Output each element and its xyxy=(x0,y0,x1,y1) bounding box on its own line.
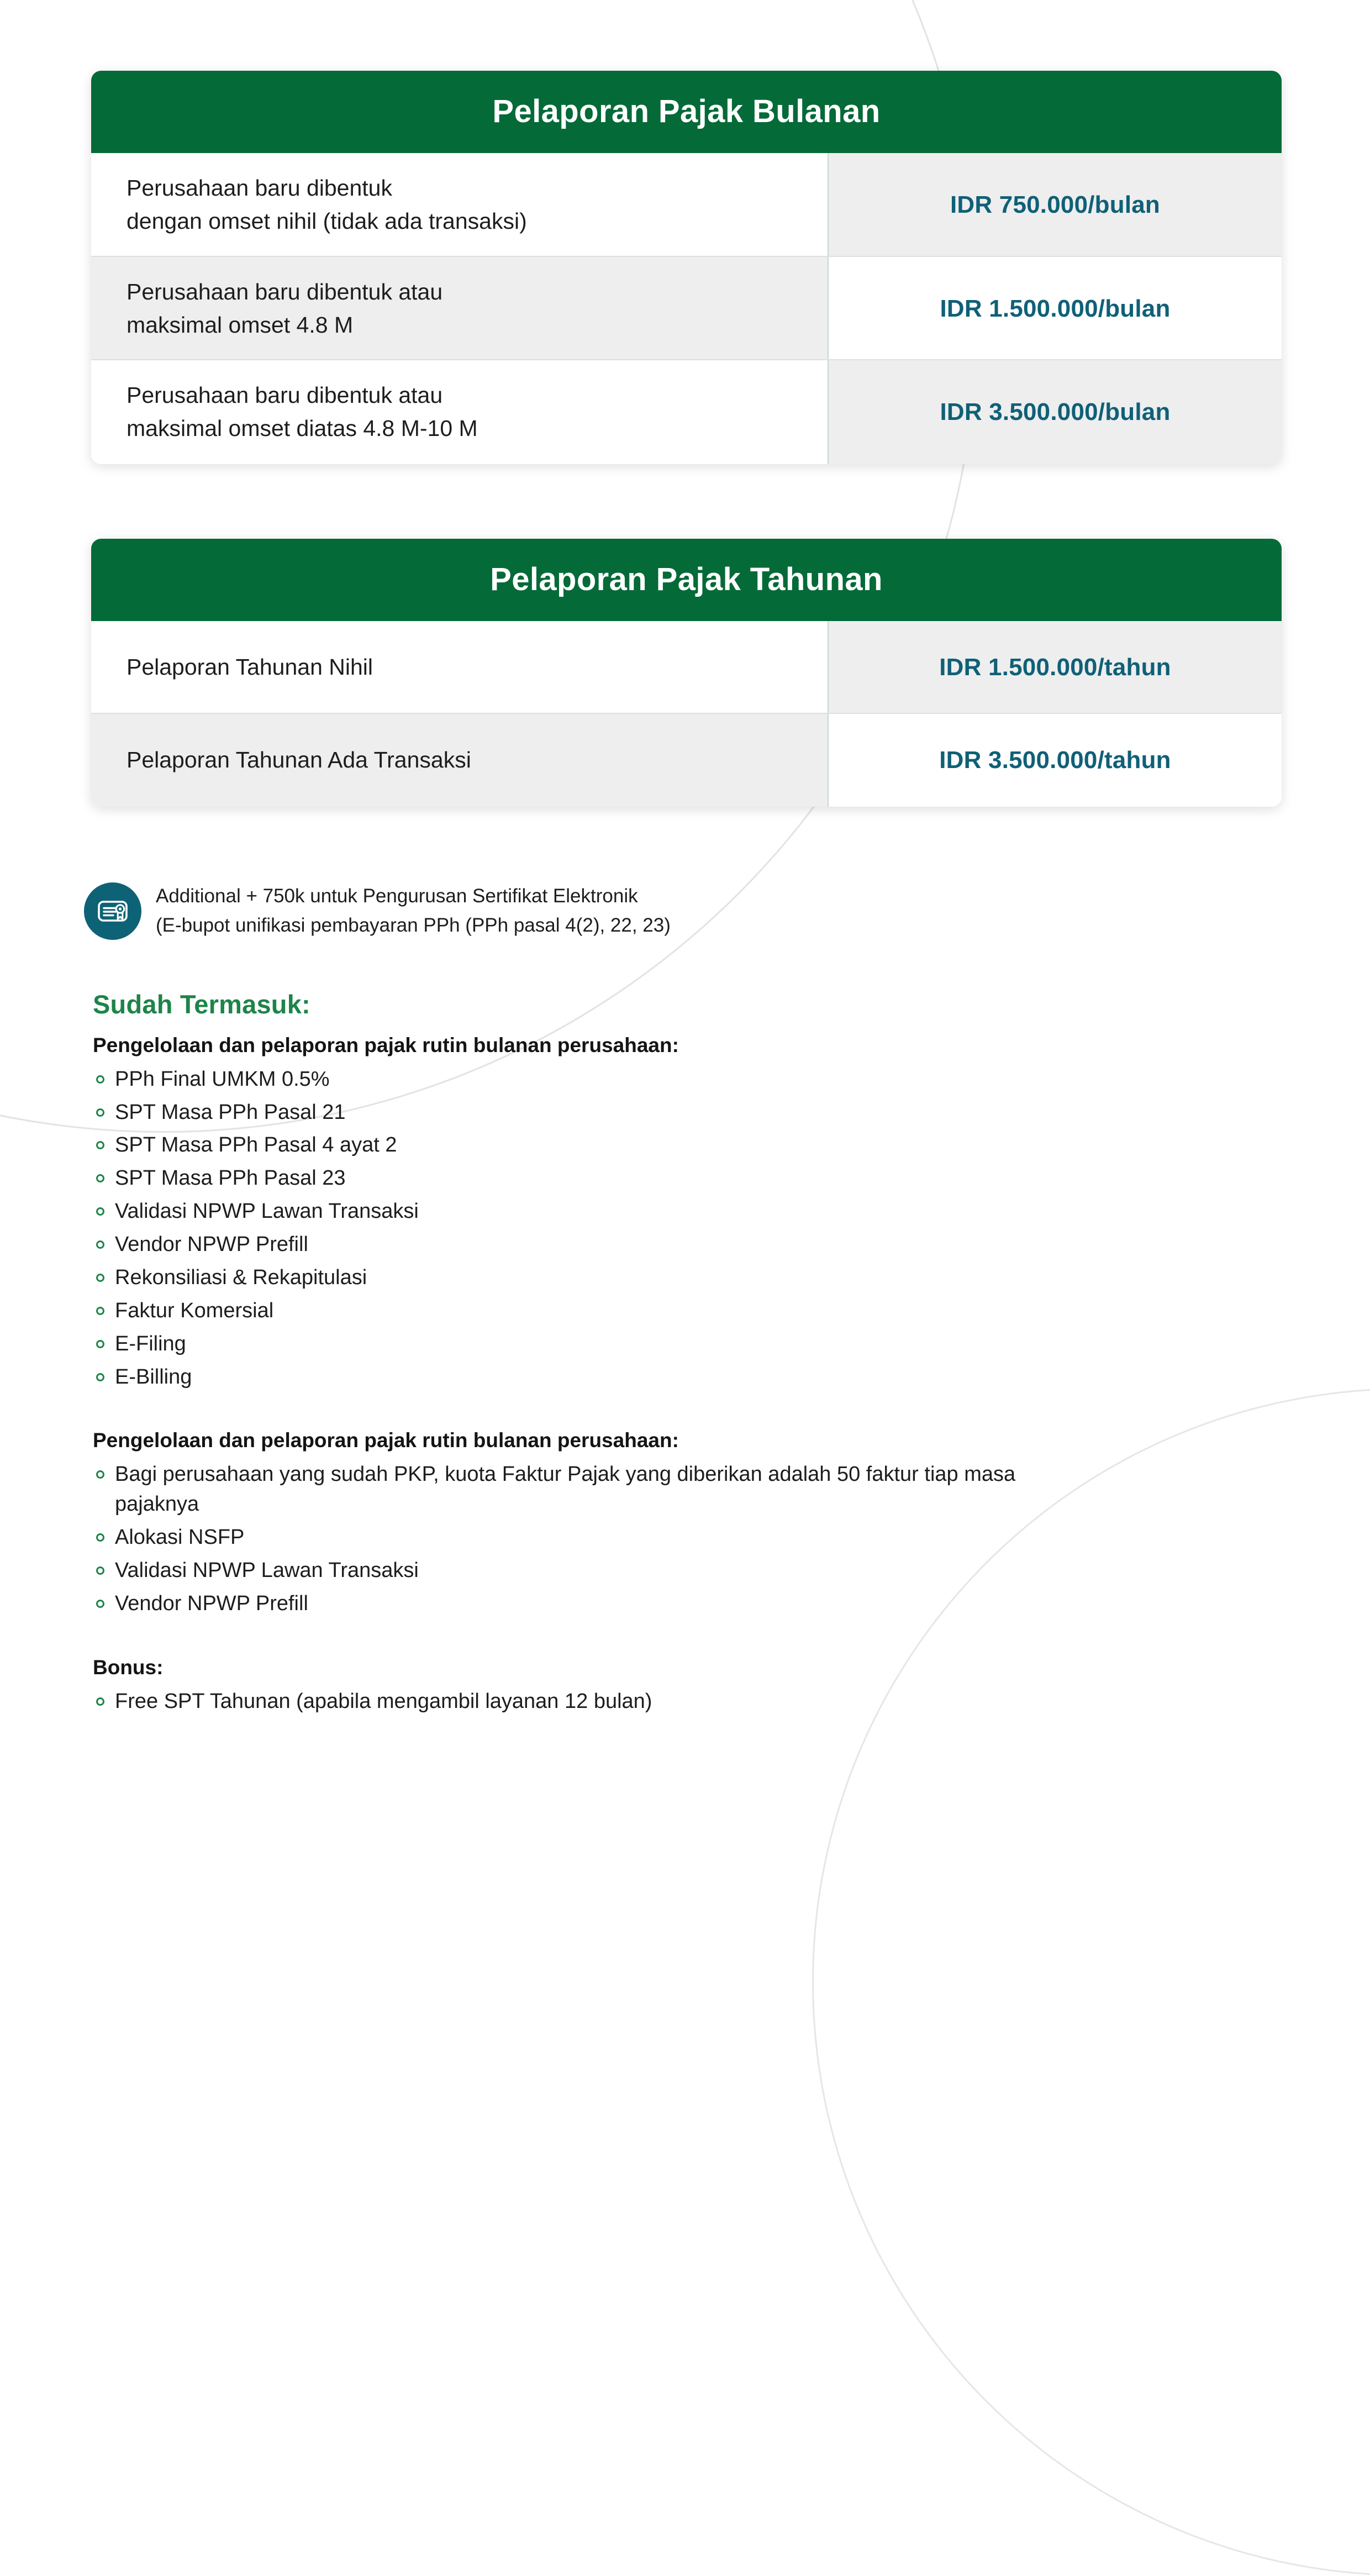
list-item xyxy=(93,1523,1087,1553)
row-price: IDR 750.000/bulan xyxy=(829,153,1282,257)
bullet-circle-icon xyxy=(96,1207,104,1216)
table-row xyxy=(91,360,1282,464)
bullet-circle-icon xyxy=(96,1600,104,1608)
row-label: Perusahaan baru dibentuk atau maksimal omset diatas 4.8 M-10 M xyxy=(91,360,829,464)
list-item-label: SPT Masa PPh Pasal 23 xyxy=(115,1166,346,1190)
row-label: Pelaporan Tahunan Ada Transaksi xyxy=(91,714,829,807)
list-item xyxy=(93,1065,1087,1095)
list-item xyxy=(93,1363,1087,1392)
bullet-circle-icon xyxy=(96,1533,104,1542)
bullet-circle-icon xyxy=(96,1075,104,1084)
list-item-label: Bagi perusahaan yang sudah PKP, kuota Faktur Pajak yang diberikan adalah 50 faktur tiap masa pajaknya xyxy=(115,1462,1016,1516)
included-group xyxy=(93,1427,1087,1618)
group-items xyxy=(93,1687,1087,1717)
section-spacer xyxy=(93,1401,1087,1427)
table-row xyxy=(91,153,1282,257)
pricing-table-monthly xyxy=(91,71,1282,464)
table-row xyxy=(91,621,1282,714)
bullet-circle-icon xyxy=(96,1566,104,1575)
bullet-circle-icon xyxy=(96,1470,104,1479)
list-item-label: Rekonsiliasi & Rekapitulasi xyxy=(115,1266,367,1290)
bullet-circle-icon xyxy=(96,1174,104,1182)
included-section xyxy=(93,989,1087,1726)
row-price: IDR 3.500.000/tahun xyxy=(829,714,1282,807)
list-item-label: Free SPT Tahunan (apabila mengambil layanan 12 bulan) xyxy=(115,1690,652,1713)
list-item xyxy=(93,1131,1087,1160)
list-item-label: SPT Masa PPh Pasal 21 xyxy=(115,1100,346,1124)
list-item xyxy=(93,1296,1087,1326)
bullet-circle-icon xyxy=(96,1697,104,1706)
row-price: IDR 1.500.000/tahun xyxy=(829,621,1282,714)
certificate-icon xyxy=(84,882,141,940)
row-label: Pelaporan Tahunan Nihil xyxy=(91,621,829,714)
included-group-bonus xyxy=(93,1654,1087,1717)
list-item xyxy=(93,1164,1087,1194)
additional-note-line-2: (E-bupot unifikasi pembayaran PPh (PPh pasal 4(2), 22, 23) xyxy=(156,914,671,936)
group-heading: Pengelolaan dan pelaporan pajak rutin bulanan perusahaan: xyxy=(93,1429,679,1452)
group-items xyxy=(93,1460,1087,1619)
additional-note-line-1: Additional + 750k untuk Pengurusan Sertifikat Elektronik xyxy=(156,885,638,907)
list-item xyxy=(93,1687,1087,1717)
list-item-label: PPh Final UMKM 0.5% xyxy=(115,1067,330,1091)
list-item xyxy=(93,1556,1087,1586)
pricing-table-annual xyxy=(91,539,1282,807)
list-item-label: SPT Masa PPh Pasal 4 ayat 2 xyxy=(115,1133,397,1157)
list-item-label: Alokasi NSFP xyxy=(115,1525,245,1549)
included-section-title: Sudah Termasuk: xyxy=(93,990,310,1019)
table-title-annual: Pelaporan Pajak Tahunan xyxy=(91,539,1282,621)
additional-note xyxy=(84,882,671,940)
included-group xyxy=(93,1032,1087,1392)
list-item-label: E-Filing xyxy=(115,1332,186,1356)
list-item-label: Vendor NPWP Prefill xyxy=(115,1591,308,1615)
list-item-label: Faktur Komersial xyxy=(115,1299,274,1323)
group-heading: Bonus: xyxy=(93,1656,164,1679)
table-row xyxy=(91,714,1282,807)
bullet-circle-icon xyxy=(96,1274,104,1282)
list-item xyxy=(93,1230,1087,1260)
section-spacer xyxy=(93,1627,1087,1654)
bullet-circle-icon xyxy=(96,1240,104,1249)
table-body-annual xyxy=(91,621,1282,807)
list-item-label: E-Billing xyxy=(115,1365,192,1389)
row-label: Perusahaan baru dibentuk atau maksimal omset 4.8 M xyxy=(91,257,829,361)
bullet-circle-icon xyxy=(96,1307,104,1315)
list-item xyxy=(93,1098,1087,1128)
row-price: IDR 3.500.000/bulan xyxy=(829,360,1282,464)
list-item xyxy=(93,1460,1087,1520)
list-item xyxy=(93,1589,1087,1619)
row-label: Perusahaan baru dibentuk dengan omset nihil (tidak ada transaksi) xyxy=(91,153,829,257)
list-item xyxy=(93,1263,1087,1293)
bullet-circle-icon xyxy=(96,1340,104,1348)
list-item-label: Validasi NPWP Lawan Transaksi xyxy=(115,1200,419,1223)
list-item-label: Vendor NPWP Prefill xyxy=(115,1233,308,1257)
list-item xyxy=(93,1329,1087,1359)
bullet-circle-icon xyxy=(96,1373,104,1381)
table-row xyxy=(91,257,1282,361)
group-heading: Pengelolaan dan pelaporan pajak rutin bulanan perusahaan: xyxy=(93,1034,679,1056)
table-title-monthly: Pelaporan Pajak Bulanan xyxy=(91,71,1282,153)
row-price: IDR 1.500.000/bulan xyxy=(829,257,1282,361)
bullet-circle-icon xyxy=(96,1141,104,1149)
bullet-circle-icon xyxy=(96,1108,104,1117)
group-items xyxy=(93,1065,1087,1393)
table-body-monthly xyxy=(91,153,1282,464)
list-item xyxy=(93,1197,1087,1227)
additional-note-text xyxy=(156,882,671,940)
list-item-label: Validasi NPWP Lawan Transaksi xyxy=(115,1558,419,1582)
